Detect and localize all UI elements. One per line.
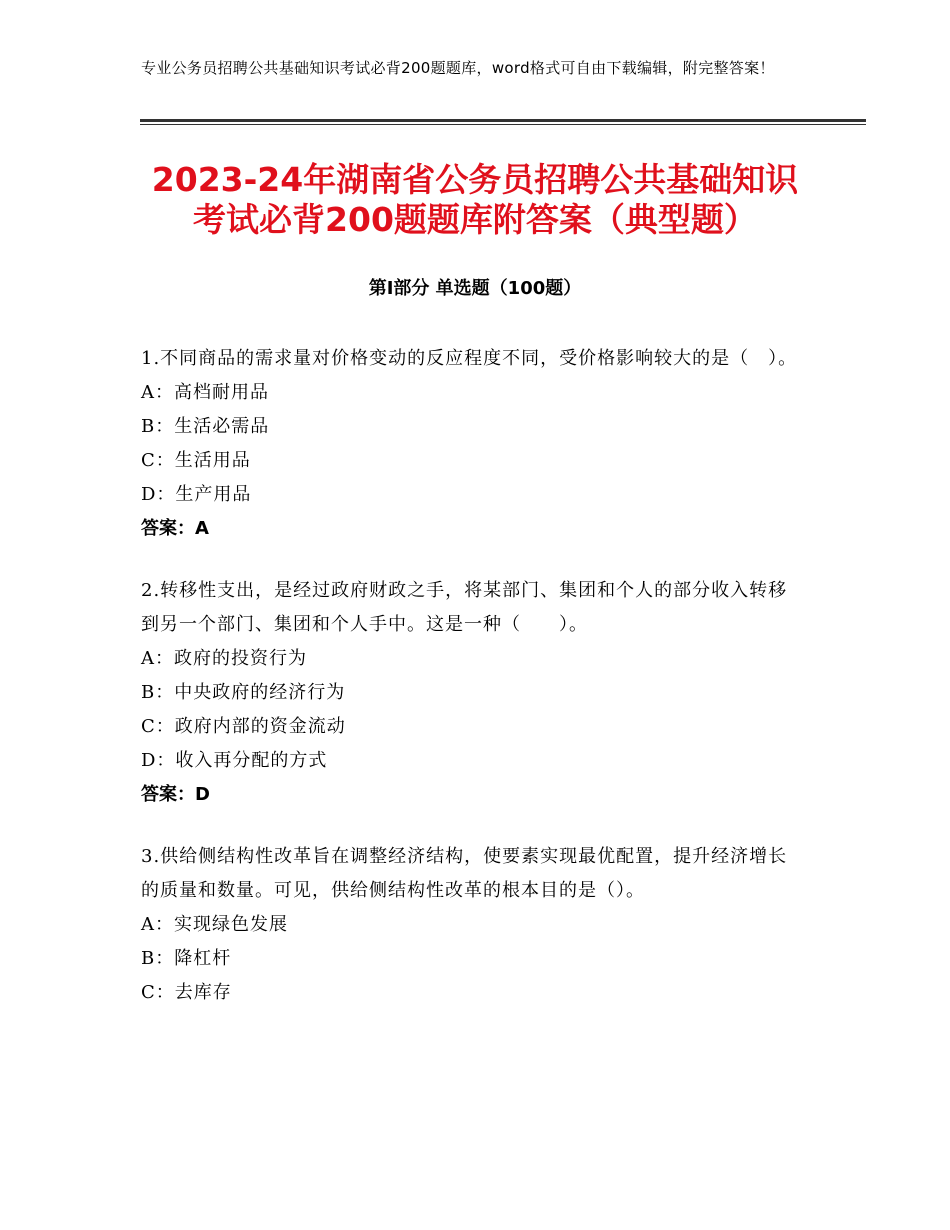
question-2 bbox=[141, 574, 801, 812]
option-b: B：生活必需品 bbox=[141, 416, 270, 437]
header-rule-thick bbox=[140, 119, 866, 122]
question-stem: 1.不同商品的需求量对价格变动的反应程度不同，受价格影响较大的是（ ）。 bbox=[141, 348, 798, 369]
option-c: C：去库存 bbox=[141, 982, 232, 1003]
document-title bbox=[100, 160, 850, 240]
title-line-2: 考试必背200题题库附答案（典型题） bbox=[193, 200, 757, 239]
section-heading: 第Ⅰ部分 单选题（100题） bbox=[368, 278, 582, 299]
answer: 答案：A bbox=[141, 518, 209, 539]
title-line-1: 2023-24年湖南省公务员招聘公共基础知识 bbox=[151, 160, 799, 199]
option-a: A：政府的投资行为 bbox=[141, 648, 307, 669]
option-c: C：政府内部的资金流动 bbox=[141, 716, 346, 737]
question-list bbox=[141, 342, 801, 1038]
question-3 bbox=[141, 840, 801, 1010]
header-rule-thin bbox=[140, 124, 866, 125]
option-a: A：实现绿色发展 bbox=[141, 914, 288, 935]
question-stem: 2.转移性支出，是经过政府财政之手，将某部门、集团和个人的部分收入转移到另一个部门、集团和个人手中。这是一种（ ）。 bbox=[141, 580, 788, 635]
question-1 bbox=[141, 342, 801, 546]
header-note: 专业公务员招聘公共基础知识考试必背200题题库，word格式可自由下载编辑，附完整答案！ bbox=[141, 59, 775, 77]
option-c: C：生活用品 bbox=[141, 450, 251, 471]
answer: 答案：D bbox=[141, 784, 210, 805]
option-b: B：降杠杆 bbox=[141, 948, 232, 969]
option-a: A：高档耐用品 bbox=[141, 382, 269, 403]
option-b: B：中央政府的经济行为 bbox=[141, 682, 346, 703]
option-d: D：收入再分配的方式 bbox=[141, 750, 328, 771]
option-d: D：生产用品 bbox=[141, 484, 252, 505]
question-stem: 3.供给侧结构性改革旨在调整经济结构，使要素实现最优配置，提升经济增长的质量和数量。可见，供给侧结构性改革的根本目的是（）。 bbox=[141, 846, 788, 901]
